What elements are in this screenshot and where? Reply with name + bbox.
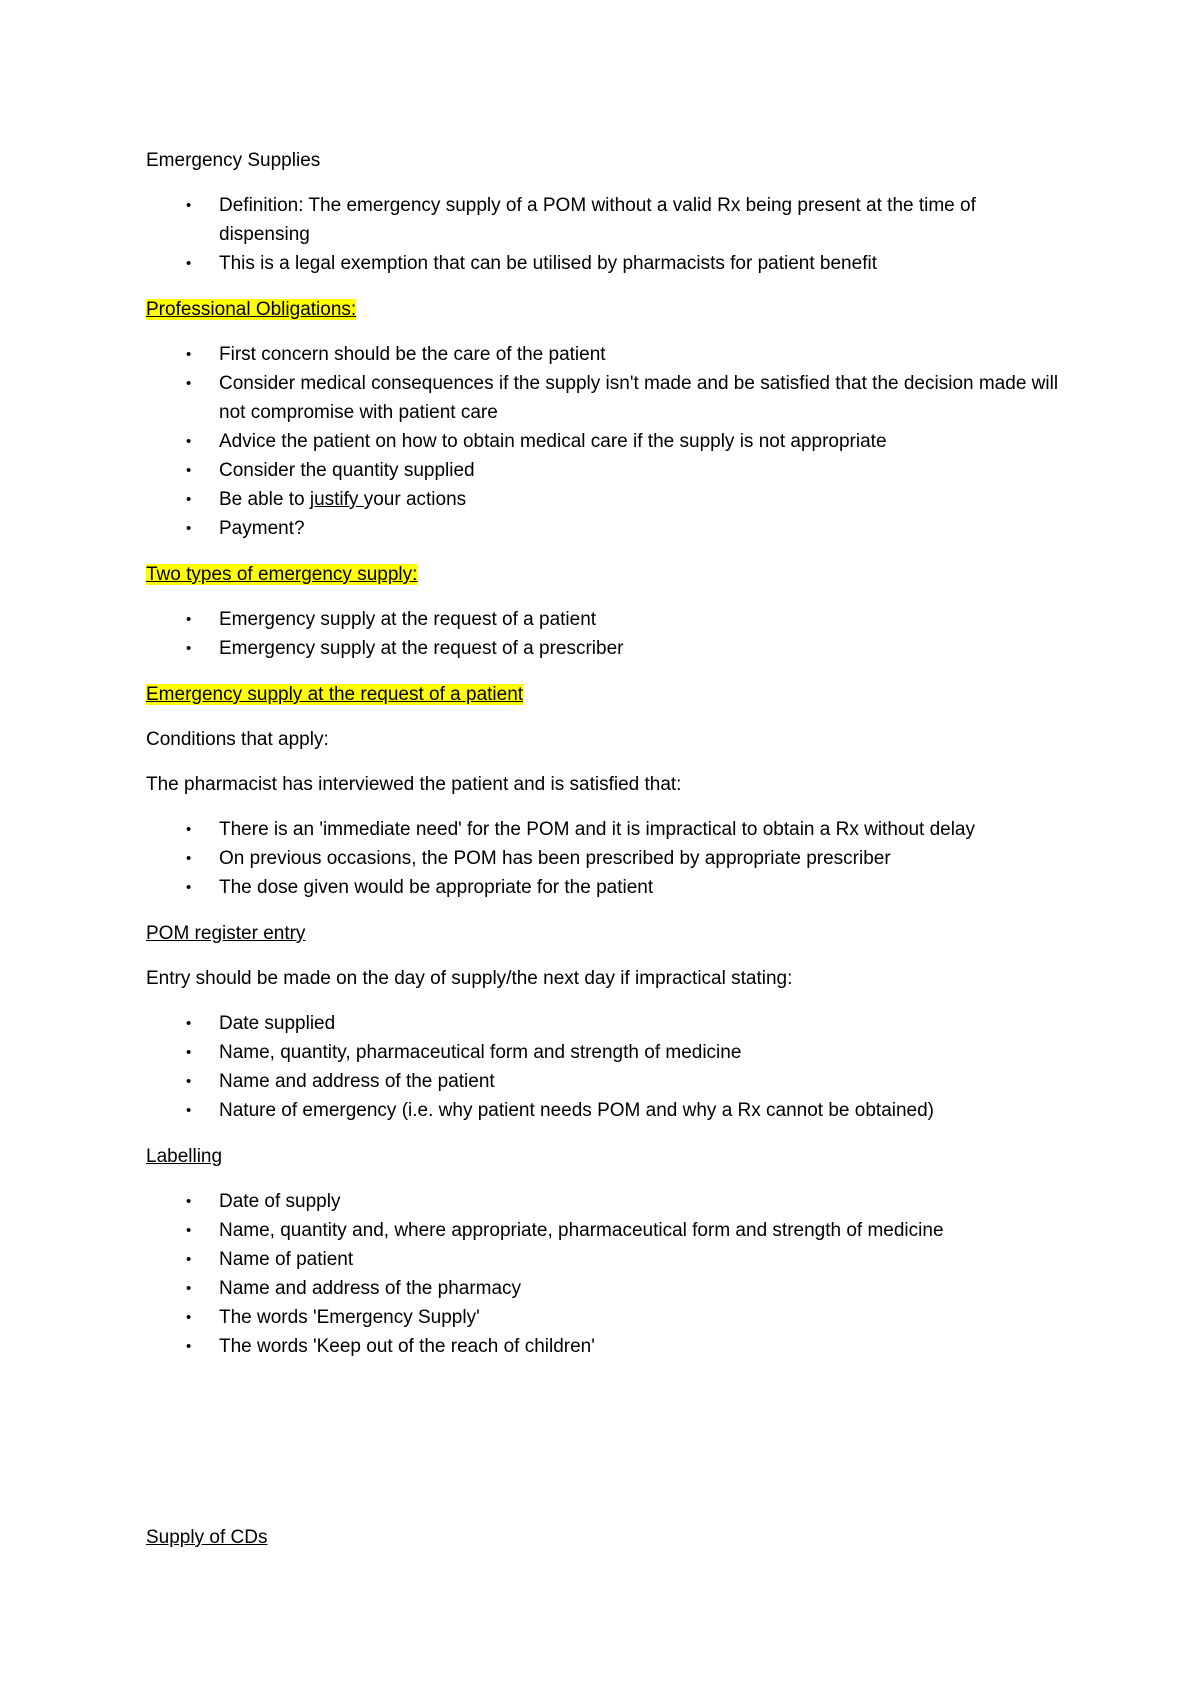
bullet-icon: •: [186, 520, 192, 537]
bullet-icon: •: [186, 462, 192, 479]
types-list: [146, 605, 1066, 663]
list-item: • Name, quantity, pharmaceutical form and strength of medicine: [146, 1038, 1066, 1067]
list-item: • The dose given would be appropriate for the patient: [146, 873, 1066, 902]
section-heading-professional: Professional Obligations:: [146, 299, 357, 320]
bullet-icon: •: [186, 640, 192, 657]
bullet-icon: •: [186, 433, 192, 450]
pom-register-list: [146, 1009, 1066, 1125]
bullet-icon: •: [186, 375, 192, 392]
bullet-icon: •: [186, 821, 192, 838]
bullet-icon: •: [186, 1222, 192, 1239]
interview-text: The pharmacist has interviewed the patient and is satisfied that:: [146, 774, 682, 795]
bullet-icon: •: [186, 255, 192, 272]
document-content: [146, 146, 1066, 1568]
list-item: • The words 'Keep out of the reach of children': [146, 1332, 1066, 1361]
list-item: • Date of supply: [146, 1187, 1066, 1216]
professional-list: [146, 340, 1066, 543]
pom-register-intro: Entry should be made on the day of supply/the next day if impractical stating:: [146, 968, 793, 989]
bullet-icon: •: [186, 850, 192, 867]
underlined-word: justify: [309, 489, 364, 510]
list-item: • Name and address of the pharmacy: [146, 1274, 1066, 1303]
list-item: • Payment?: [146, 514, 1066, 543]
list-item: • Name and address of the patient: [146, 1067, 1066, 1096]
bullet-icon: •: [186, 1251, 192, 1268]
conditions-label: Conditions that apply:: [146, 729, 329, 750]
bullet-icon: •: [186, 611, 192, 628]
document-title: Emergency Supplies: [146, 150, 321, 171]
list-item: • Emergency supply at the request of a prescriber: [146, 634, 1066, 663]
list-item: • Name of patient: [146, 1245, 1066, 1274]
bullet-icon: •: [186, 346, 192, 363]
section-heading-patient-request: Emergency supply at the request of a patient: [146, 684, 524, 705]
bullet-icon: •: [186, 1044, 192, 1061]
bullet-icon: •: [186, 1280, 192, 1297]
list-item: • This is a legal exemption that can be utilised by pharmacists for patient benefit: [146, 249, 1066, 278]
list-item: • Nature of emergency (i.e. why patient needs POM and why a Rx cannot be obtained): [146, 1096, 1066, 1125]
list-item: • The words 'Emergency Supply': [146, 1303, 1066, 1332]
patient-request-list: [146, 815, 1066, 902]
intro-list: [146, 191, 1066, 278]
bullet-icon: •: [186, 1073, 192, 1090]
section-heading-pom-register: POM register entry: [146, 923, 306, 944]
list-item: • Consider medical consequences if the supply isn't made and be satisfied that the decision made will not compromise with patient care: [146, 369, 1066, 427]
list-item: • Name, quantity and, where appropriate, pharmaceutical form and strength of medicine: [146, 1216, 1066, 1245]
labelling-list: [146, 1187, 1066, 1361]
list-item: • There is an 'immediate need' for the POM and it is impractical to obtain a Rx without delay: [146, 815, 1066, 844]
bullet-icon: •: [186, 1102, 192, 1119]
section-heading-labelling: Labelling: [146, 1146, 223, 1167]
bullet-icon: •: [186, 1309, 192, 1326]
list-item: • Date supplied: [146, 1009, 1066, 1038]
section-heading-types: Two types of emergency supply:: [146, 564, 418, 585]
list-item: • First concern should be the care of the patient: [146, 340, 1066, 369]
list-item: • On previous occasions, the POM has been prescribed by appropriate prescriber: [146, 844, 1066, 873]
bullet-icon: •: [186, 879, 192, 896]
bullet-icon: •: [186, 197, 192, 214]
section-heading-cds: Supply of CDs: [146, 1527, 268, 1548]
list-item: • Consider the quantity supplied: [146, 456, 1066, 485]
list-item: • Emergency supply at the request of a patient: [146, 605, 1066, 634]
page-spacer: [146, 1378, 1066, 1523]
bullet-icon: •: [186, 491, 192, 508]
bullet-icon: •: [186, 1015, 192, 1032]
bullet-icon: •: [186, 1338, 192, 1355]
list-item: • Definition: The emergency supply of a POM without a valid Rx being present at the time of dispensing: [146, 191, 1066, 249]
list-item: • Be able to justify your actions: [146, 485, 1066, 514]
list-item: • Advice the patient on how to obtain medical care if the supply is not appropriate: [146, 427, 1066, 456]
bullet-icon: •: [186, 1193, 192, 1210]
